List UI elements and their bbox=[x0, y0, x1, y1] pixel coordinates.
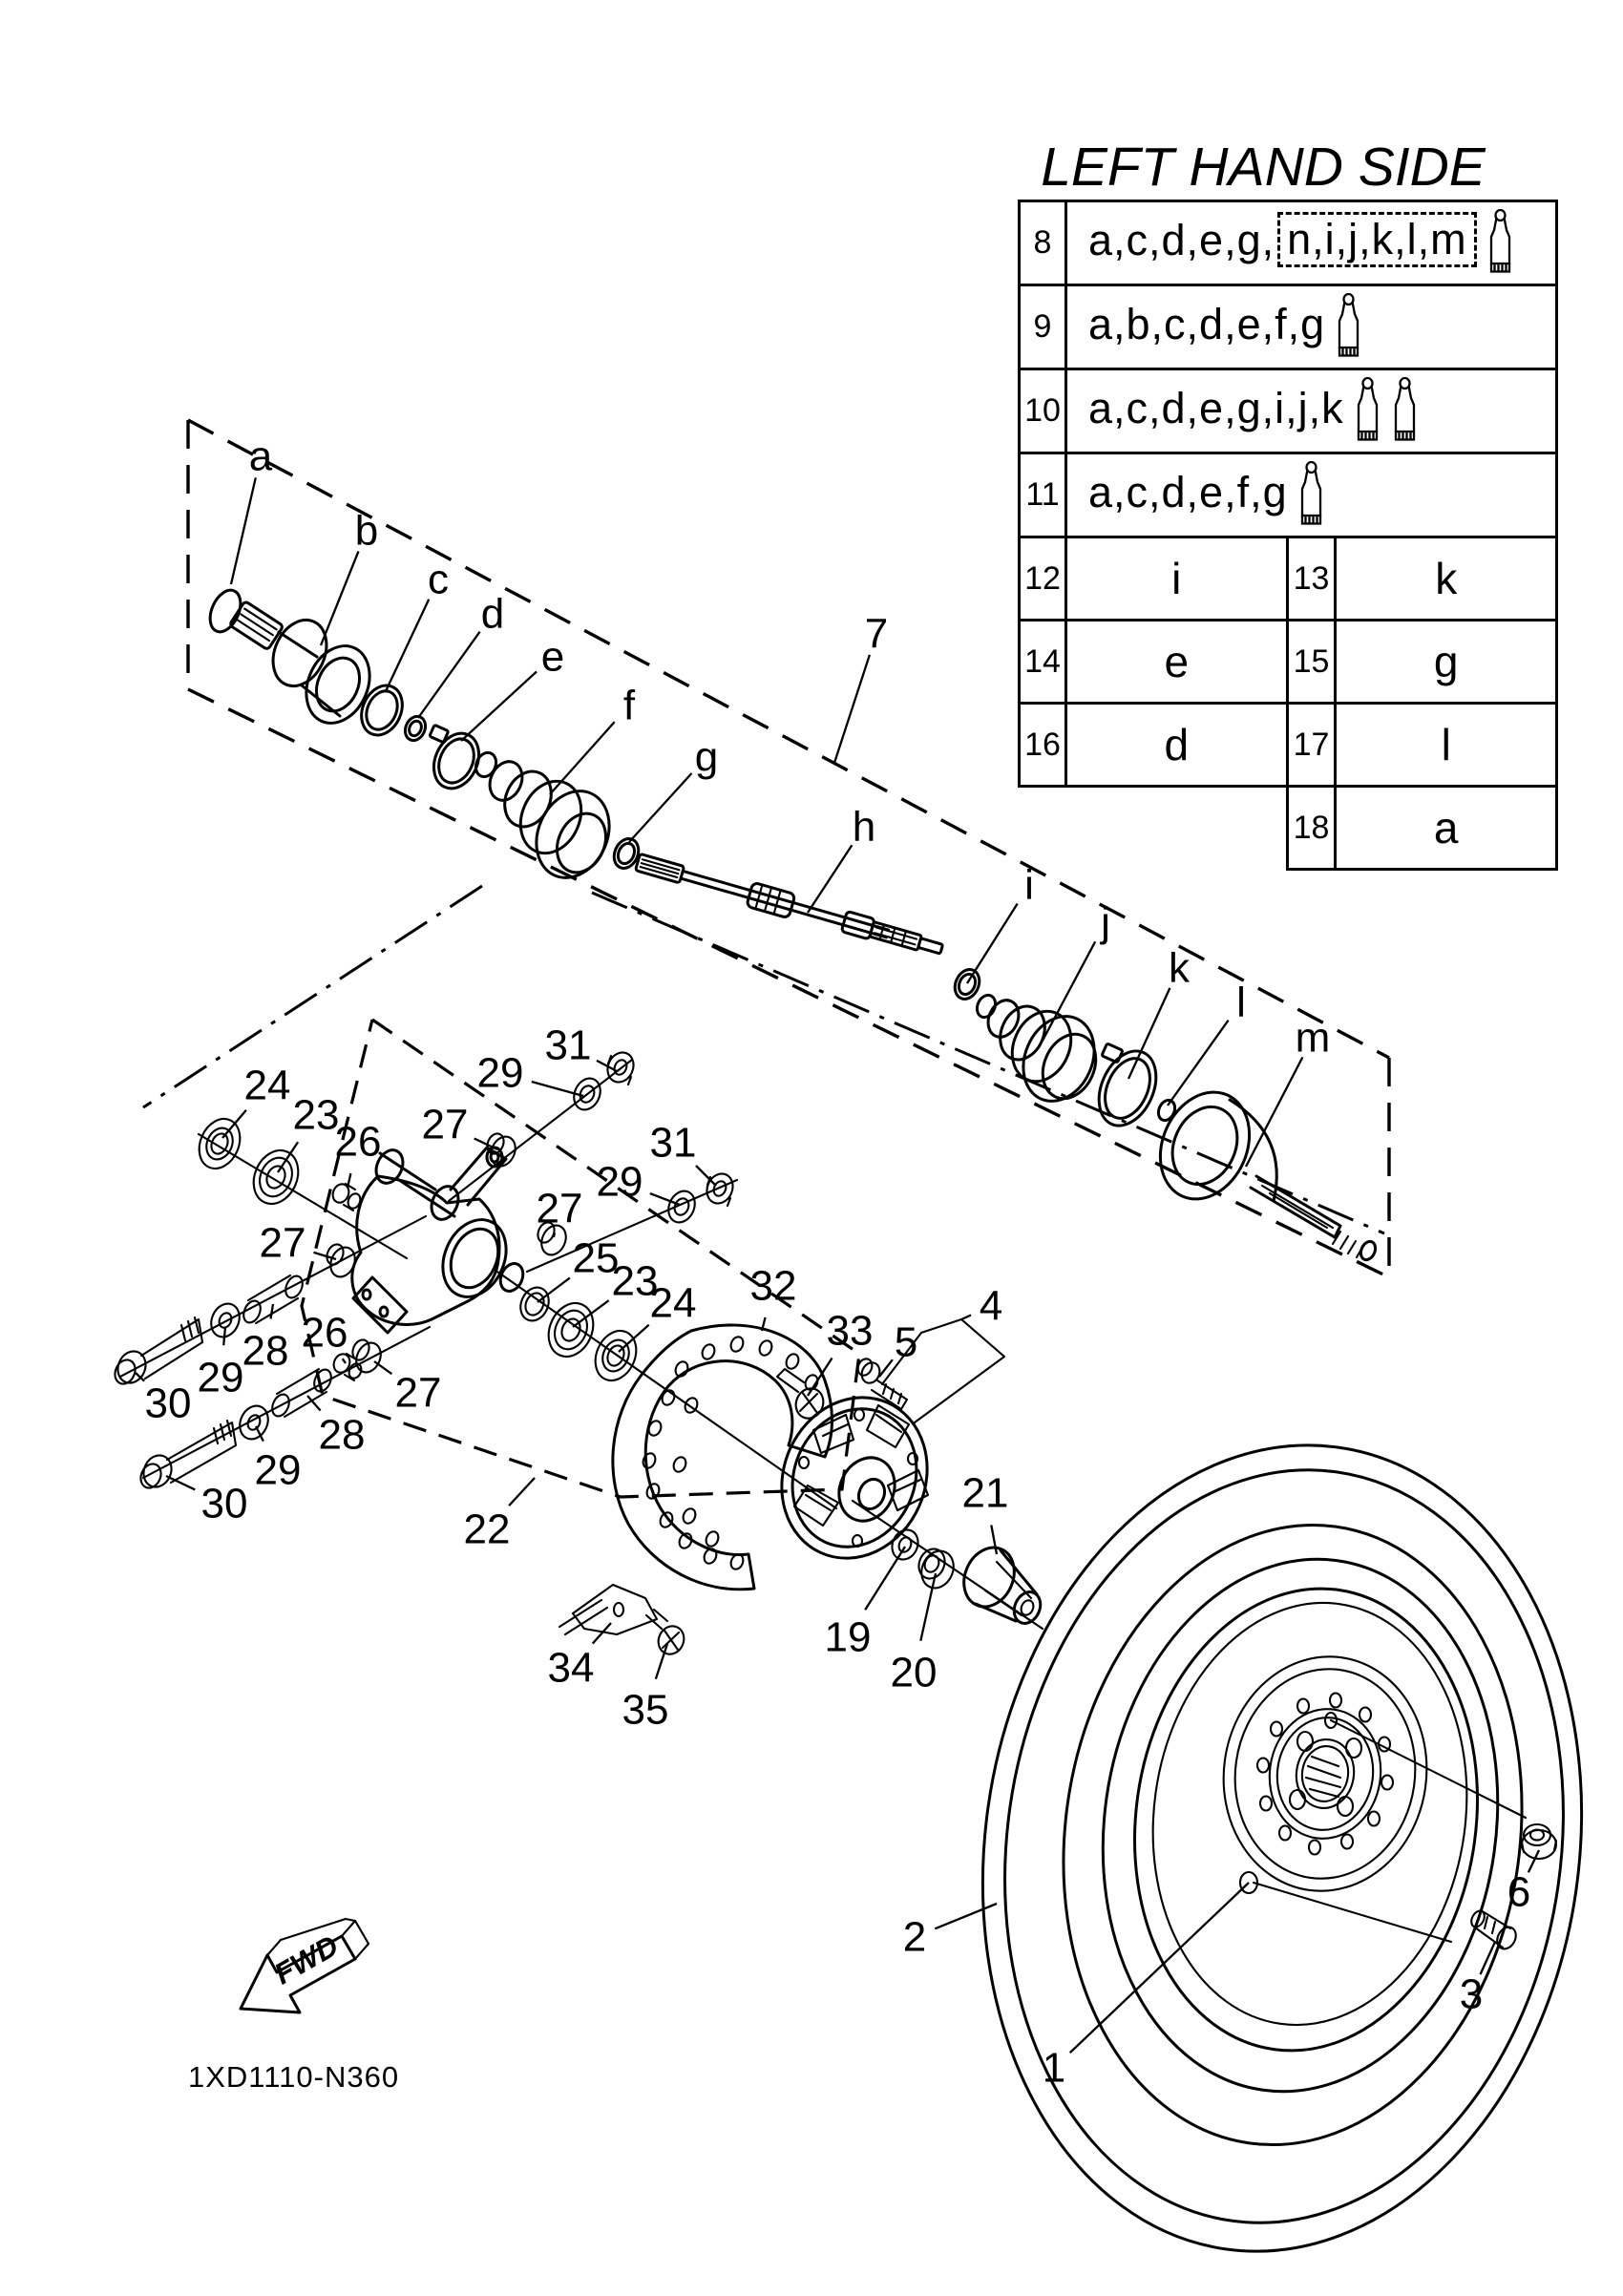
reference-lines bbox=[1254, 1720, 1526, 1942]
seal-24a bbox=[192, 1112, 248, 1175]
callout-31a: 31 bbox=[544, 1022, 592, 1069]
leader-23b bbox=[573, 1300, 609, 1327]
leader-24a bbox=[222, 1110, 246, 1138]
legend-cell: 18 bbox=[1287, 787, 1336, 870]
leader-d bbox=[418, 632, 480, 718]
fwd-arrow bbox=[241, 1919, 369, 2012]
callout-7: 7 bbox=[864, 610, 889, 658]
suspension-dashed-outline bbox=[143, 886, 859, 1497]
callout-k: k bbox=[1169, 944, 1190, 992]
callout-29b: 29 bbox=[596, 1158, 643, 1206]
legend-split-row bbox=[1020, 621, 1557, 704]
legend-row-number: 11 bbox=[1020, 453, 1066, 537]
legend-empty-cell bbox=[1066, 787, 1288, 870]
bolt-30a bbox=[112, 1317, 202, 1387]
leader-k bbox=[1128, 988, 1170, 1079]
nut-20 bbox=[915, 1545, 959, 1593]
callout-e: e bbox=[540, 633, 565, 681]
rim-detail bbox=[1209, 1643, 1442, 1904]
callout-c: c bbox=[428, 556, 449, 603]
callout-1: 1 bbox=[1042, 2044, 1066, 2092]
leader-21 bbox=[991, 1525, 997, 1554]
leader-i bbox=[967, 904, 1018, 984]
lug-nut-6 bbox=[1522, 1824, 1556, 1859]
legend-row-content: a,c,d,e,g, n,i,j,k,l,m bbox=[1066, 201, 1557, 285]
legend-row-content: a,c,d,e,f,g bbox=[1066, 453, 1557, 537]
leader-19 bbox=[865, 1547, 905, 1610]
legend-cell: g bbox=[1336, 621, 1557, 704]
screw-35 bbox=[646, 1610, 688, 1658]
callout-29c: 29 bbox=[197, 1354, 244, 1401]
callout-27b: 27 bbox=[536, 1185, 583, 1232]
legend-cell: d bbox=[1066, 704, 1288, 787]
axle-shaft bbox=[634, 851, 944, 961]
callout-d: d bbox=[480, 590, 505, 638]
leader-f bbox=[550, 722, 615, 794]
legend-row-9 bbox=[1020, 285, 1557, 369]
page-title: LEFT HAND SIDE bbox=[1041, 137, 1486, 198]
leader-20 bbox=[920, 1573, 936, 1641]
leader-24b bbox=[619, 1325, 649, 1352]
legend-row-content: a,c,d,e,g,i,j,k bbox=[1066, 369, 1557, 453]
legend-cell: l bbox=[1336, 704, 1557, 787]
legend-row-11 bbox=[1020, 453, 1557, 537]
callout-6: 6 bbox=[1507, 1868, 1531, 1916]
part-code: 1XD1110-N360 bbox=[188, 2060, 400, 2094]
legend-split-row bbox=[1020, 787, 1557, 870]
knuckle bbox=[352, 1146, 527, 1333]
grease-tube-icon bbox=[1354, 377, 1381, 446]
callout-34: 34 bbox=[547, 1644, 595, 1692]
cap-21 bbox=[955, 1540, 1045, 1628]
callout-l: l bbox=[1236, 979, 1246, 1026]
callout-21: 21 bbox=[961, 1469, 1009, 1517]
callout-j: j bbox=[1101, 898, 1110, 946]
callout-28a: 28 bbox=[242, 1327, 289, 1375]
fwd-label: FWD bbox=[268, 1928, 345, 1991]
leader-7 bbox=[834, 655, 870, 763]
legend-empty-cell bbox=[1020, 787, 1066, 870]
leader-28a bbox=[271, 1304, 274, 1318]
legend-row-8 bbox=[1020, 201, 1557, 285]
legend-cell: k bbox=[1336, 537, 1557, 621]
bush-27d bbox=[349, 1338, 385, 1377]
callout-23a: 23 bbox=[292, 1091, 340, 1139]
callout-26a: 26 bbox=[334, 1118, 382, 1166]
leader-29c bbox=[223, 1327, 225, 1345]
leader-g bbox=[629, 773, 692, 842]
cv-joint-outer bbox=[951, 966, 1379, 1262]
callout-b: b bbox=[354, 507, 379, 555]
callout-g: g bbox=[694, 733, 719, 781]
collar-28a bbox=[241, 1274, 306, 1325]
leader-22 bbox=[509, 1478, 535, 1506]
callout-27c: 27 bbox=[259, 1219, 306, 1267]
legend-cell: e bbox=[1066, 621, 1288, 704]
callout-m: m bbox=[1295, 1014, 1331, 1062]
callout-33: 33 bbox=[826, 1307, 874, 1355]
grease-bolt-26a bbox=[330, 1182, 363, 1211]
legend-cell: 14 bbox=[1020, 621, 1066, 704]
bearing-23a bbox=[245, 1144, 306, 1211]
legend-cell: 16 bbox=[1020, 704, 1066, 787]
legend-cell: 12 bbox=[1020, 537, 1066, 621]
callout-19: 19 bbox=[824, 1613, 872, 1661]
callout-26b: 26 bbox=[301, 1309, 348, 1357]
callout-35: 35 bbox=[622, 1686, 669, 1734]
callout-25: 25 bbox=[572, 1234, 620, 1282]
legend-cell: 15 bbox=[1287, 621, 1336, 704]
legend-row-content: a,b,c,d,e,f,g bbox=[1066, 285, 1557, 369]
guard-holes bbox=[641, 1335, 819, 1570]
callout-20: 20 bbox=[890, 1649, 938, 1696]
callout-5: 5 bbox=[894, 1318, 918, 1366]
legend-table bbox=[1018, 200, 1558, 871]
legend-row-10 bbox=[1020, 369, 1557, 453]
leader-b bbox=[321, 551, 359, 645]
leader-h bbox=[808, 845, 852, 913]
callout-f: f bbox=[622, 682, 636, 729]
callout-3: 3 bbox=[1459, 1970, 1484, 2018]
callout-30a: 30 bbox=[144, 1380, 192, 1427]
seal-29b bbox=[664, 1187, 700, 1227]
legend-row-number: 8 bbox=[1020, 201, 1066, 285]
legend-cell: 17 bbox=[1287, 704, 1336, 787]
callout-2: 2 bbox=[902, 1913, 927, 1961]
legend-split-row bbox=[1020, 704, 1557, 787]
callout-27a: 27 bbox=[421, 1101, 469, 1148]
leader-a bbox=[231, 477, 256, 584]
leader-4 bbox=[961, 1316, 971, 1320]
pivot-hardware bbox=[112, 1048, 836, 1508]
callout-28b: 28 bbox=[318, 1411, 366, 1459]
wheel bbox=[932, 1406, 1623, 2290]
callout-i: i bbox=[1024, 861, 1034, 909]
leader-25 bbox=[537, 1278, 570, 1303]
legend-row-number: 9 bbox=[1020, 285, 1066, 369]
grease-tube-icon bbox=[1335, 293, 1362, 362]
callout-4: 4 bbox=[979, 1282, 1003, 1330]
dashed-group-box: n,i,j,k,l,m bbox=[1277, 212, 1477, 266]
callout-29d: 29 bbox=[254, 1446, 302, 1494]
leader-27b bbox=[554, 1233, 555, 1238]
legend-table-body bbox=[1020, 201, 1557, 870]
leader-26b bbox=[343, 1359, 346, 1363]
callout-h: h bbox=[852, 803, 876, 851]
callout-32: 32 bbox=[749, 1262, 797, 1310]
grease-tube-icon bbox=[1391, 377, 1419, 446]
callout-24b: 24 bbox=[649, 1279, 697, 1327]
callout-27d: 27 bbox=[394, 1369, 442, 1417]
callout-29a: 29 bbox=[476, 1049, 524, 1097]
callout-30b: 30 bbox=[200, 1480, 248, 1527]
grease-tube-icon bbox=[1486, 209, 1514, 278]
legend-row-number: 10 bbox=[1020, 369, 1066, 453]
bearing-23b bbox=[540, 1296, 601, 1364]
legend-split-row bbox=[1020, 537, 1557, 621]
leader-27d bbox=[374, 1361, 391, 1374]
grease-tube-icon bbox=[1297, 461, 1325, 530]
leader-2 bbox=[935, 1904, 997, 1928]
legend-cell: i bbox=[1066, 537, 1288, 621]
callout-a: a bbox=[248, 432, 273, 480]
leader-c bbox=[386, 600, 429, 691]
legend-cell: a bbox=[1336, 787, 1557, 870]
leader-31b bbox=[696, 1166, 716, 1186]
seal-24b bbox=[588, 1324, 644, 1387]
callout-22: 22 bbox=[463, 1506, 511, 1553]
spline-stub bbox=[229, 601, 284, 650]
legend-cell: 13 bbox=[1287, 537, 1336, 621]
callout-23b: 23 bbox=[611, 1257, 659, 1305]
cv-joint-inner bbox=[204, 585, 643, 889]
leader-e bbox=[461, 672, 537, 742]
washer-29d bbox=[235, 1401, 273, 1443]
callout-31b: 31 bbox=[649, 1119, 697, 1167]
callout-24a: 24 bbox=[243, 1062, 291, 1109]
